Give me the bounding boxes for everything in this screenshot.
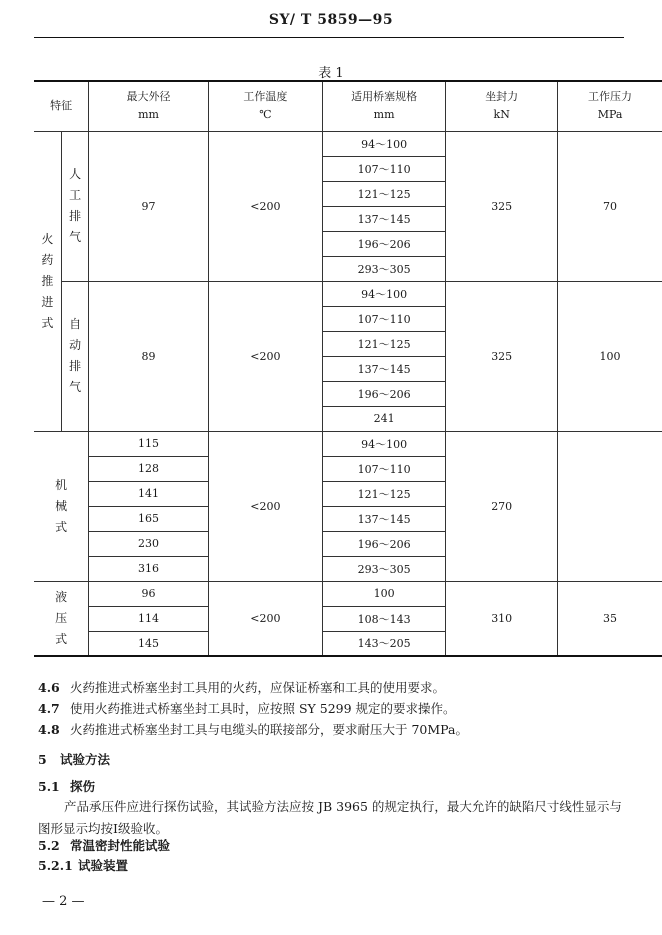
spec-cell: 94～100	[322, 131, 445, 156]
clause-4-6: 4.6 火药推进式桥塞坐封工具用的火药，应保证桥塞和工具的使用要求。	[38, 680, 446, 695]
spec-cell: 108～143	[322, 606, 445, 631]
feature-cell-hydraulic: 液压式	[34, 581, 89, 656]
table-row	[34, 431, 662, 456]
section-5-1-body: 产品承压件应进行探伤试验，其试验方法应按 JB 3965 的规定执行，最大允许的缺陷尺寸线性显示与图形显示均按Ⅰ级验收。	[38, 799, 622, 836]
table-caption: 表 1	[318, 66, 344, 81]
spec-cell: 293～305	[322, 256, 445, 281]
clause-4-8: 4.8 火药推进式桥塞坐封工具与电缆头的联接部分，要求耐压大于 70MPa。	[38, 722, 468, 737]
pressure-cell	[558, 431, 662, 581]
section-5-1-heading: 5.1 探伤	[38, 779, 96, 794]
spec-cell: 196～206	[322, 531, 445, 556]
temp-cell: <200	[208, 131, 322, 281]
spec-cell: 137～145	[322, 506, 445, 531]
pressure-cell: 100	[558, 281, 662, 431]
header-plug-spec: 适用桥塞规格 mm	[322, 81, 445, 131]
force-cell: 270	[446, 431, 558, 581]
section-5-2-1-heading: 5.2.1 试验装置	[38, 858, 129, 873]
pressure-cell: 70	[558, 131, 662, 281]
max-od-cell: 141	[89, 481, 208, 506]
spec-cell: 100	[322, 581, 445, 606]
feature-cell-powder: 火药推进式	[34, 131, 61, 431]
spec-cell: 107～110	[322, 456, 445, 481]
subfeature-cell-manual: 人工排气	[61, 131, 88, 281]
spec-cell: 143～205	[322, 631, 445, 656]
header-max-od: 最大外径 mm	[89, 81, 208, 131]
spec-cell: 137～145	[322, 206, 445, 231]
header-feature: 特征	[34, 81, 89, 131]
spec-cell: 241	[322, 406, 445, 431]
max-od-cell: 96	[89, 581, 208, 606]
header-rule	[34, 37, 624, 38]
max-od-cell: 128	[89, 456, 208, 481]
force-cell: 325	[446, 131, 558, 281]
max-od-cell: 145	[89, 631, 208, 656]
max-od-cell: 97	[89, 131, 208, 281]
spec-table	[34, 80, 662, 657]
header-working-pressure: 工作压力 MPa	[558, 81, 662, 131]
spec-cell: 196～206	[322, 231, 445, 256]
spec-cell: 137～145	[322, 356, 445, 381]
feature-cell-mechanical: 机械式	[34, 431, 89, 581]
spec-cell: 94～100	[322, 431, 445, 456]
max-od-cell: 115	[89, 431, 208, 456]
spec-cell: 107～110	[322, 156, 445, 181]
standard-header: SY/ T 5859—95	[268, 12, 394, 28]
temp-cell: <200	[208, 431, 322, 581]
max-od-cell: 114	[89, 606, 208, 631]
spec-cell: 293～305	[322, 556, 445, 581]
spec-cell: 121～125	[322, 181, 445, 206]
header-temperature: 工作温度 ℃	[208, 81, 322, 131]
table-row	[34, 131, 662, 156]
spec-cell: 121～125	[322, 331, 445, 356]
max-od-cell: 89	[89, 281, 208, 431]
table-row	[34, 581, 662, 606]
table-row	[34, 281, 662, 306]
header-setting-force: 坐封力 kN	[446, 81, 558, 131]
spec-cell: 107～110	[322, 306, 445, 331]
spec-cell: 121～125	[322, 481, 445, 506]
pressure-cell: 35	[558, 581, 662, 656]
section-5-2-heading: 5.2 常温密封性能试验	[38, 838, 171, 853]
force-cell: 325	[446, 281, 558, 431]
force-cell: 310	[446, 581, 558, 656]
page-number: — 2 —	[42, 894, 85, 909]
table-header-row	[34, 81, 662, 131]
subfeature-cell-auto: 自动排气	[61, 281, 88, 431]
temp-cell: <200	[208, 581, 322, 656]
section-5-heading: 5 试验方法	[38, 752, 111, 767]
clause-4-7: 4.7 使用火药推进式桥塞坐封工具时，应按照 SY 5299 规定的要求操作。	[38, 701, 456, 716]
max-od-cell: 316	[89, 556, 208, 581]
max-od-cell: 165	[89, 506, 208, 531]
spec-cell: 94～100	[322, 281, 445, 306]
temp-cell: <200	[208, 281, 322, 431]
spec-cell: 196～206	[322, 381, 445, 406]
max-od-cell: 230	[89, 531, 208, 556]
